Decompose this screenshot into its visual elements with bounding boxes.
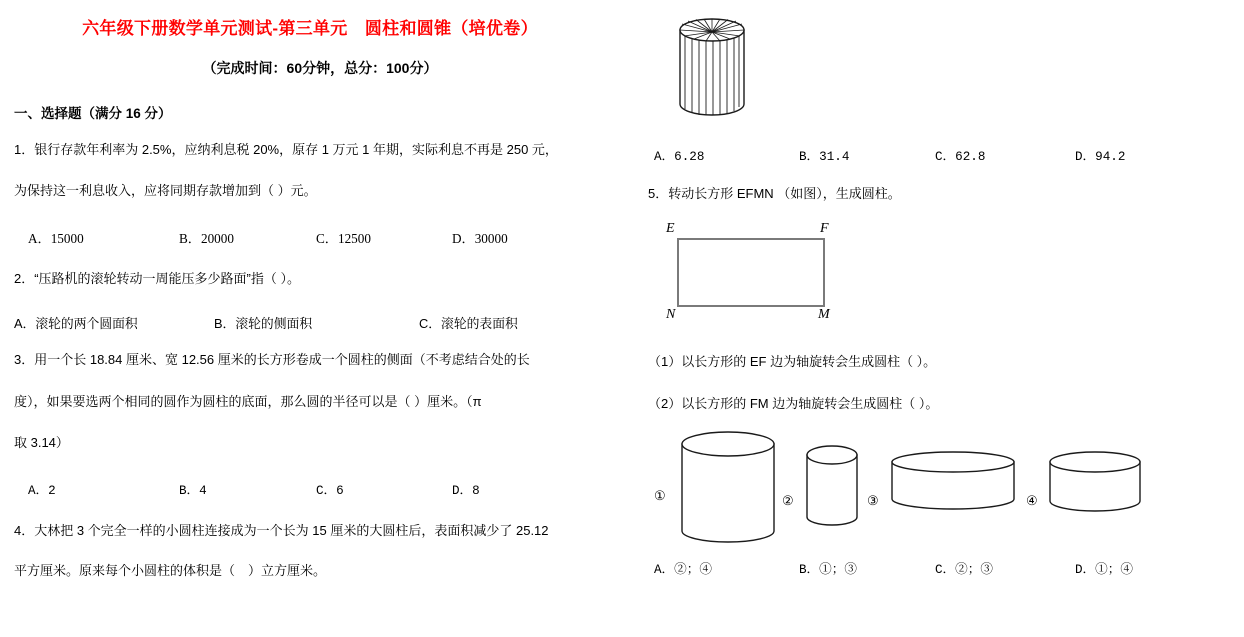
question-1-line-1: 1．银行存款年利率为 2.5%，应纳利息税 20%，原存 1 万元 1 年期，实际利息不再是 250 元， xyxy=(14,142,558,157)
cylinder-3 xyxy=(890,451,1020,515)
option-d[interactable]: D．30000 xyxy=(452,231,508,246)
question-4-options xyxy=(630,145,1230,165)
page-title: 六年级下册数学单元测试-第三单元 圆柱和圆锥（培优卷） xyxy=(82,19,538,38)
figure-label-3: ③ xyxy=(867,493,879,508)
question-5-stem: 5．转动长方形 EFMN （如图），生成圆柱。 xyxy=(648,186,901,201)
right-column xyxy=(624,0,1244,637)
option-d[interactable]: D．8 xyxy=(452,484,480,498)
option-a[interactable]: A．②；④ xyxy=(654,563,712,577)
option-a[interactable]: A．15000 xyxy=(28,231,84,246)
vertex-label-n: N xyxy=(666,307,676,322)
option-d[interactable]: D．①；④ xyxy=(1075,563,1133,577)
segmented-cylinder-figure xyxy=(674,8,750,126)
page-subtitle: （完成时间：60分钟，总分：100分） xyxy=(202,60,438,76)
cylinder-1 xyxy=(680,431,776,543)
rectangle-shape xyxy=(677,238,825,307)
cylinder-4 xyxy=(1048,451,1144,517)
figure-label-2: ② xyxy=(782,493,794,508)
option-b[interactable]: B．4 xyxy=(179,484,207,498)
question-1-line-2: 为保持这一利息收入，应将同期存款增加到（ ）元。 xyxy=(14,183,317,198)
option-a[interactable]: A．2 xyxy=(28,484,56,498)
question-1-options xyxy=(14,228,614,248)
option-c[interactable]: C．12500 xyxy=(316,231,371,246)
option-a[interactable]: A．滚轮的两个圆面积 xyxy=(14,316,138,331)
question-2-options xyxy=(14,313,614,333)
vertex-label-e: E xyxy=(666,221,675,236)
option-c[interactable]: C．62.8 xyxy=(935,150,986,164)
figure-label-1: ① xyxy=(654,488,666,503)
question-5-sub-1: （1）以长方形的 EF 边为轴旋转会生成圆柱（ ）。 xyxy=(648,354,937,369)
option-b[interactable]: B．31.4 xyxy=(799,150,850,164)
question-4-line-2: 平方厘米。原来每个小圆柱的体积是（ ）立方厘米。 xyxy=(14,563,327,578)
question-3-line-3: 取 3.14） xyxy=(14,435,69,450)
question-2-line-1: 2．“压路机的滚轮转动一周能压多少路面”指（ ）。 xyxy=(14,271,301,286)
question-3-line-2: 度），如果要选两个相同的圆作为圆柱的底面，那么圆的半径可以是（ ）厘米。（π xyxy=(14,394,482,409)
left-column xyxy=(0,0,620,637)
option-c[interactable]: C．滚轮的表面积 xyxy=(419,316,518,331)
question-4-line-1: 4．大林把 3 个完全一样的小圆柱连接成为一个长为 15 厘米的大圆柱后，表面积减少了 25.12 xyxy=(14,523,549,538)
section-header-choice: 一、选择题（满分 16 分） xyxy=(14,106,172,121)
question-3-line-1: 3．用一个长 18.84 厘米、宽 12.56 厘米的长方形卷成一个圆柱的侧面（不考虑结合处的长 xyxy=(14,352,530,367)
cylinder-2 xyxy=(804,445,860,529)
question-5-sub-2: （2）以长方形的 FM 边为轴旋转会生成圆柱（ ）。 xyxy=(648,396,939,411)
option-c[interactable]: C．②；③ xyxy=(935,563,993,577)
option-b[interactable]: B．20000 xyxy=(179,231,234,246)
question-3-options xyxy=(14,479,614,499)
vertex-label-f: F xyxy=(820,221,829,236)
vertex-label-m: M xyxy=(818,307,830,322)
option-c[interactable]: C．6 xyxy=(316,484,344,498)
option-a[interactable]: A．6.28 xyxy=(654,150,705,164)
option-b[interactable]: B．滚轮的侧面积 xyxy=(214,316,313,331)
option-d[interactable]: D．94.2 xyxy=(1075,150,1126,164)
figure-label-4: ④ xyxy=(1026,493,1038,508)
question-5-options xyxy=(630,558,1230,578)
option-b[interactable]: B．①；③ xyxy=(799,563,857,577)
